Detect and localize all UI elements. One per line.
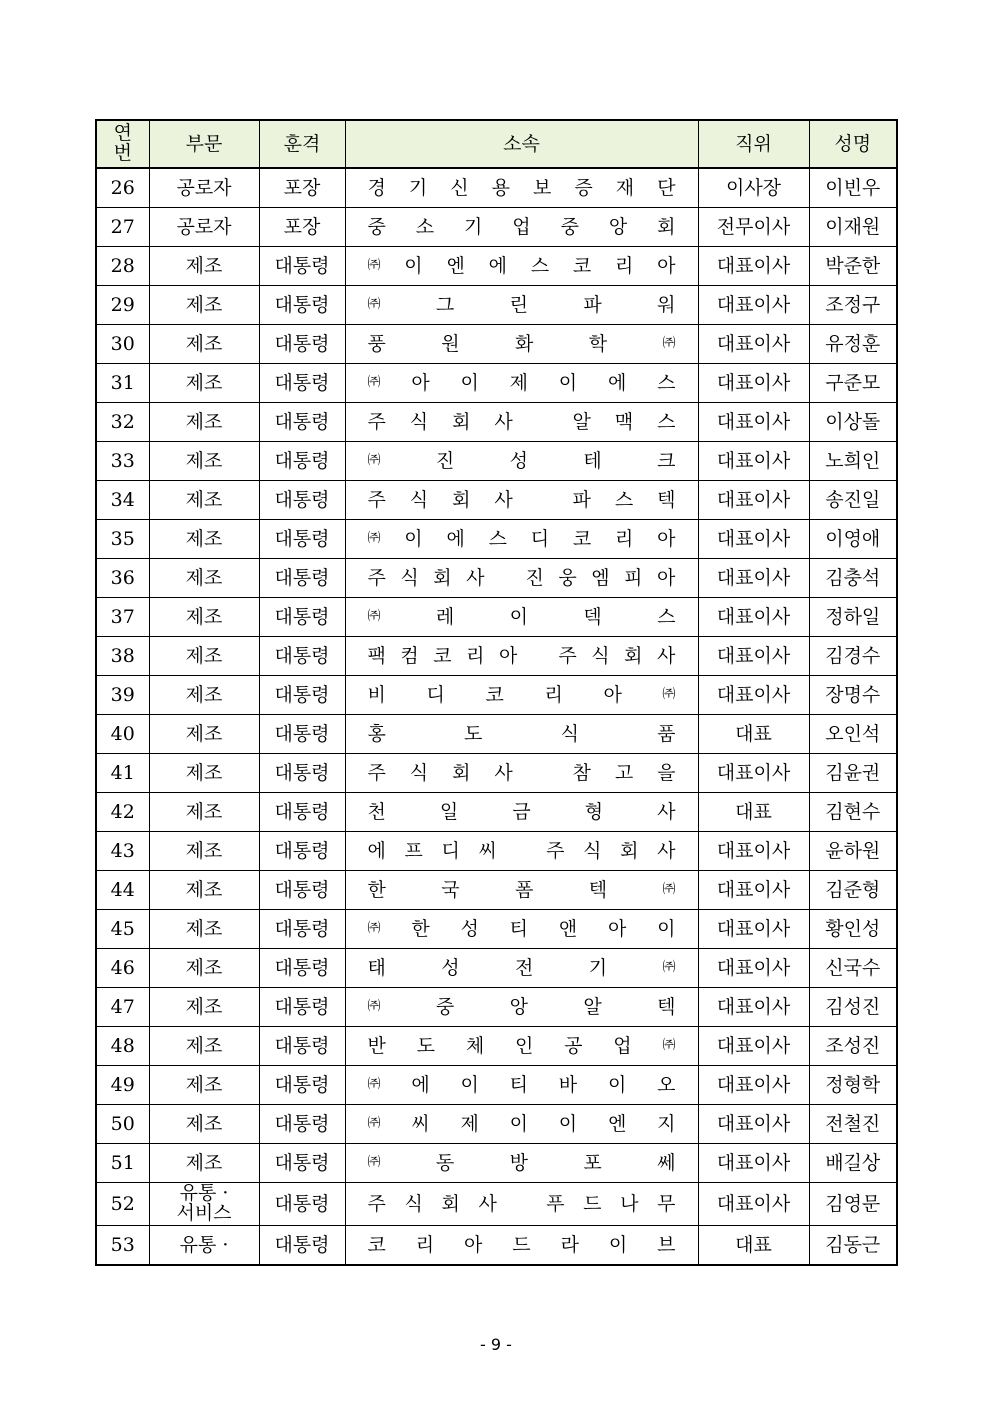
serial-number-cell: 44 [96,871,149,910]
serial-number-cell: 52 [96,1183,149,1226]
sector-cell: 제조 [149,481,259,520]
serial-number-cell: 47 [96,988,149,1027]
sector-line1: 유통 · [179,1182,229,1205]
organization-cell [345,1066,698,1105]
table-row [96,754,897,793]
sector-cell: 제조 [149,520,259,559]
sector-cell: 제조 [149,325,259,364]
position-cell: 대표이사 [698,247,809,286]
serial-number-cell: 32 [96,403,149,442]
serial-number-cell: 41 [96,754,149,793]
organization-text: ㈜ 아 이 제 이 에 스 [367,371,676,394]
table-header [96,120,897,168]
organization-cell [345,598,698,637]
serial-number-cell: 46 [96,949,149,988]
serial-number-cell: 33 [96,442,149,481]
sector-cell: 제조 [149,988,259,1027]
table-row [96,168,897,208]
organization-text: ㈜ 에 이 티 바 이 오 [367,1073,676,1096]
award-cell: 대통령 [259,1066,345,1105]
award-cell: 대통령 [259,949,345,988]
position-cell: 대표이사 [698,286,809,325]
organization-cell [345,559,698,598]
sector-cell: 제조 [149,832,259,871]
position-cell: 대표이사 [698,949,809,988]
serial-number-cell: 42 [96,793,149,832]
serial-number-cell: 26 [96,168,149,208]
organization-cell [345,403,698,442]
name-cell: 이빈우 [809,168,897,208]
name-cell: 김충석 [809,559,897,598]
award-cell: 포장 [259,208,345,247]
serial-number-cell: 53 [96,1226,149,1266]
table-row [96,208,897,247]
organization-text: 풍 원 화 학 ㈜ [367,332,676,355]
name-cell: 전철진 [809,1105,897,1144]
sector-cell: 제조 [149,598,259,637]
table-row [96,1105,897,1144]
organization-cell [345,988,698,1027]
organization-cell [345,1226,698,1266]
organization-cell [345,949,698,988]
award-cell: 대통령 [259,403,345,442]
sector-cell [149,1183,259,1226]
award-cell: 대통령 [259,754,345,793]
table-row [96,1226,897,1266]
organization-cell [345,832,698,871]
table-row [96,442,897,481]
sector-cell: 제조 [149,715,259,754]
sector-cell: 제조 [149,793,259,832]
name-cell: 장명수 [809,676,897,715]
organization-cell [345,208,698,247]
organization-text: ㈜ 중 앙 알 텍 [367,995,676,1018]
organization-cell [345,247,698,286]
serial-number-cell: 48 [96,1027,149,1066]
name-cell: 이상돌 [809,403,897,442]
header-serial-line1: 연 [113,122,132,145]
table-row [96,247,897,286]
organization-cell [345,481,698,520]
table-row [96,793,897,832]
table-row [96,559,897,598]
header-row [96,120,897,168]
sector-cell: 제조 [149,559,259,598]
award-cell: 대통령 [259,637,345,676]
table-row [96,871,897,910]
table-row [96,286,897,325]
serial-number-cell: 38 [96,637,149,676]
table-body [96,168,897,1265]
position-cell: 대표이사 [698,520,809,559]
sector-cell: 제조 [149,364,259,403]
award-cell: 대통령 [259,1226,345,1266]
sector-cell: 제조 [149,1105,259,1144]
name-cell: 유정훈 [809,325,897,364]
table-row [96,949,897,988]
table-row [96,910,897,949]
organization-cell [345,1183,698,1226]
table-row [96,988,897,1027]
organization-cell [345,754,698,793]
sector-cell: 제조 [149,637,259,676]
award-cell: 대통령 [259,1144,345,1183]
serial-number-cell: 30 [96,325,149,364]
award-cell: 대통령 [259,988,345,1027]
serial-number-cell: 31 [96,364,149,403]
position-cell: 대표이사 [698,403,809,442]
name-cell: 김준형 [809,871,897,910]
name-cell: 이재원 [809,208,897,247]
position-cell: 대표이사 [698,637,809,676]
position-cell: 대표이사 [698,325,809,364]
table-row [96,1144,897,1183]
organization-cell [345,871,698,910]
position-cell: 대표 [698,793,809,832]
serial-number-cell: 50 [96,1105,149,1144]
award-cell: 포장 [259,168,345,208]
organization-text: ㈜ 씨 제 이 이 엔 지 [367,1112,676,1135]
serial-number-cell: 49 [96,1066,149,1105]
name-cell: 윤하원 [809,832,897,871]
award-cell: 대통령 [259,286,345,325]
sector-cell: 유통 · [149,1226,259,1266]
position-cell: 대표 [698,1226,809,1266]
sector-cell: 제조 [149,676,259,715]
position-cell: 전무이사 [698,208,809,247]
organization-text: ㈜ 레 이 덱 스 [367,605,676,628]
award-cell: 대통령 [259,598,345,637]
organization-text: ㈜ 이 엔 에 스 코 리 아 [367,254,676,277]
position-cell: 대표이사 [698,559,809,598]
organization-text: ㈜ 진 성 테 크 [367,449,676,472]
position-cell: 대표이사 [698,364,809,403]
award-recipients-table [95,119,898,1266]
name-cell: 송진일 [809,481,897,520]
organization-text: 중 소 기 업 중 앙 회 [367,215,676,238]
name-cell: 이영애 [809,520,897,559]
award-cell: 대통령 [259,364,345,403]
position-cell: 대표이사 [698,598,809,637]
organization-cell [345,286,698,325]
name-cell: 김현수 [809,793,897,832]
header-award: 훈격 [259,120,345,168]
serial-number-cell: 51 [96,1144,149,1183]
table-row [96,832,897,871]
organization-cell [345,793,698,832]
organization-cell [345,676,698,715]
position-cell: 대표이사 [698,481,809,520]
sector-cell: 제조 [149,871,259,910]
award-cell: 대통령 [259,715,345,754]
serial-number-cell: 27 [96,208,149,247]
page-number: - 9 - [480,1335,512,1354]
award-cell: 대통령 [259,520,345,559]
sector-cell: 제조 [149,247,259,286]
award-cell: 대통령 [259,325,345,364]
position-cell: 대표이사 [698,1183,809,1226]
table-row [96,364,897,403]
award-cell: 대통령 [259,1105,345,1144]
organization-text: 비 디 코 리 아 ㈜ [367,683,676,706]
award-cell: 대통령 [259,832,345,871]
position-cell: 대표이사 [698,1027,809,1066]
name-cell: 박준한 [809,247,897,286]
serial-number-cell: 43 [96,832,149,871]
name-cell: 정형학 [809,1066,897,1105]
sector-cell: 제조 [149,1027,259,1066]
serial-number-cell: 28 [96,247,149,286]
header-position: 직위 [698,120,809,168]
organization-text: 주 식 회 사 파 스 텍 [367,488,676,511]
table-row [96,1066,897,1105]
organization-text: 코 리 아 드 라 이 브 [367,1233,676,1256]
organization-cell [345,637,698,676]
sector-cell: 제조 [149,286,259,325]
table-row [96,403,897,442]
serial-number-cell: 40 [96,715,149,754]
position-cell: 대표 [698,715,809,754]
sector-cell: 제조 [149,403,259,442]
serial-number-cell: 29 [96,286,149,325]
header-organization: 소속 [345,120,698,168]
header-name: 성명 [809,120,897,168]
organization-text: 주 식 회 사 진 웅 엠 피 아 [367,566,676,589]
table-row [96,637,897,676]
organization-text: 반 도 체 인 공 업 ㈜ [367,1034,676,1057]
name-cell: 배길상 [809,1144,897,1183]
award-cell: 대통령 [259,910,345,949]
organization-cell [345,442,698,481]
sector-cell: 공로자 [149,208,259,247]
table-row [96,715,897,754]
organization-cell [345,1027,698,1066]
header-serial-number [96,120,149,168]
award-cell: 대통령 [259,1183,345,1226]
organization-cell [345,1105,698,1144]
organization-cell [345,168,698,208]
award-cell: 대통령 [259,247,345,286]
name-cell: 김윤권 [809,754,897,793]
name-cell: 김경수 [809,637,897,676]
organization-text: ㈜ 이 에 스 디 코 리 아 [367,527,676,550]
header-sector: 부문 [149,120,259,168]
name-cell: 신국수 [809,949,897,988]
sector-line2: 서비스 [176,1202,232,1224]
table-row [96,598,897,637]
organization-text: ㈜ 그 린 파 워 [367,293,676,316]
position-cell: 대표이사 [698,1066,809,1105]
organization-cell [345,520,698,559]
organization-text: 주 식 회 사 푸 드 나 무 [367,1192,676,1215]
sector-cell: 제조 [149,910,259,949]
position-cell: 대표이사 [698,1105,809,1144]
serial-number-cell: 34 [96,481,149,520]
table-row [96,481,897,520]
table-row [96,520,897,559]
name-cell: 김동근 [809,1226,897,1266]
sector-cell: 제조 [149,754,259,793]
organization-text: ㈜ 동 방 포 쎄 [367,1151,676,1174]
organization-text: 팩 컴 코 리 아 주 식 회 사 [367,644,676,667]
organization-cell [345,910,698,949]
sector-cell: 제조 [149,1066,259,1105]
award-cell: 대통령 [259,676,345,715]
position-cell: 대표이사 [698,442,809,481]
name-cell: 황인성 [809,910,897,949]
organization-text: 경 기 신 용 보 증 재 단 [367,176,676,199]
award-cell: 대통령 [259,559,345,598]
award-cell: 대통령 [259,871,345,910]
position-cell: 대표이사 [698,910,809,949]
name-cell: 오인석 [809,715,897,754]
position-cell: 대표이사 [698,1144,809,1183]
serial-number-cell: 39 [96,676,149,715]
position-cell: 이사장 [698,168,809,208]
award-cell: 대통령 [259,1027,345,1066]
serial-number-cell: 37 [96,598,149,637]
sector-cell: 공로자 [149,168,259,208]
serial-number-cell: 36 [96,559,149,598]
serial-number-cell: 45 [96,910,149,949]
table-row [96,676,897,715]
award-cell: 대통령 [259,793,345,832]
table-row [96,325,897,364]
name-cell: 조성진 [809,1027,897,1066]
organization-text: ㈜ 한 성 티 앤 아 이 [367,917,676,940]
award-cell: 대통령 [259,481,345,520]
organization-cell [345,364,698,403]
serial-number-cell: 35 [96,520,149,559]
position-cell: 대표이사 [698,754,809,793]
name-cell: 김성진 [809,988,897,1027]
table-row [96,1027,897,1066]
position-cell: 대표이사 [698,676,809,715]
organization-cell [345,1144,698,1183]
position-cell: 대표이사 [698,988,809,1027]
position-cell: 대표이사 [698,832,809,871]
award-cell: 대통령 [259,442,345,481]
organization-cell [345,715,698,754]
sector-cell: 제조 [149,949,259,988]
organization-text: 주 식 회 사 참 고 을 [367,761,676,784]
organization-text: 태 성 전 기 ㈜ [367,956,676,979]
name-cell: 정하일 [809,598,897,637]
table-row [96,1183,897,1226]
organization-text: 홍 도 식 품 [367,722,676,745]
header-serial-line2: 번 [113,142,132,164]
organization-text: 주 식 회 사 알 맥 스 [367,410,676,433]
name-cell: 김영문 [809,1183,897,1226]
organization-text: 한 국 폼 텍 ㈜ [367,878,676,901]
sector-cell: 제조 [149,1144,259,1183]
organization-text: 천 일 금 형 사 [367,800,676,823]
sector-cell: 제조 [149,442,259,481]
organization-text: 에 프 디 씨 주 식 회 사 [367,839,676,862]
name-cell: 구준모 [809,364,897,403]
name-cell: 조정구 [809,286,897,325]
name-cell: 노희인 [809,442,897,481]
organization-cell [345,325,698,364]
position-cell: 대표이사 [698,871,809,910]
